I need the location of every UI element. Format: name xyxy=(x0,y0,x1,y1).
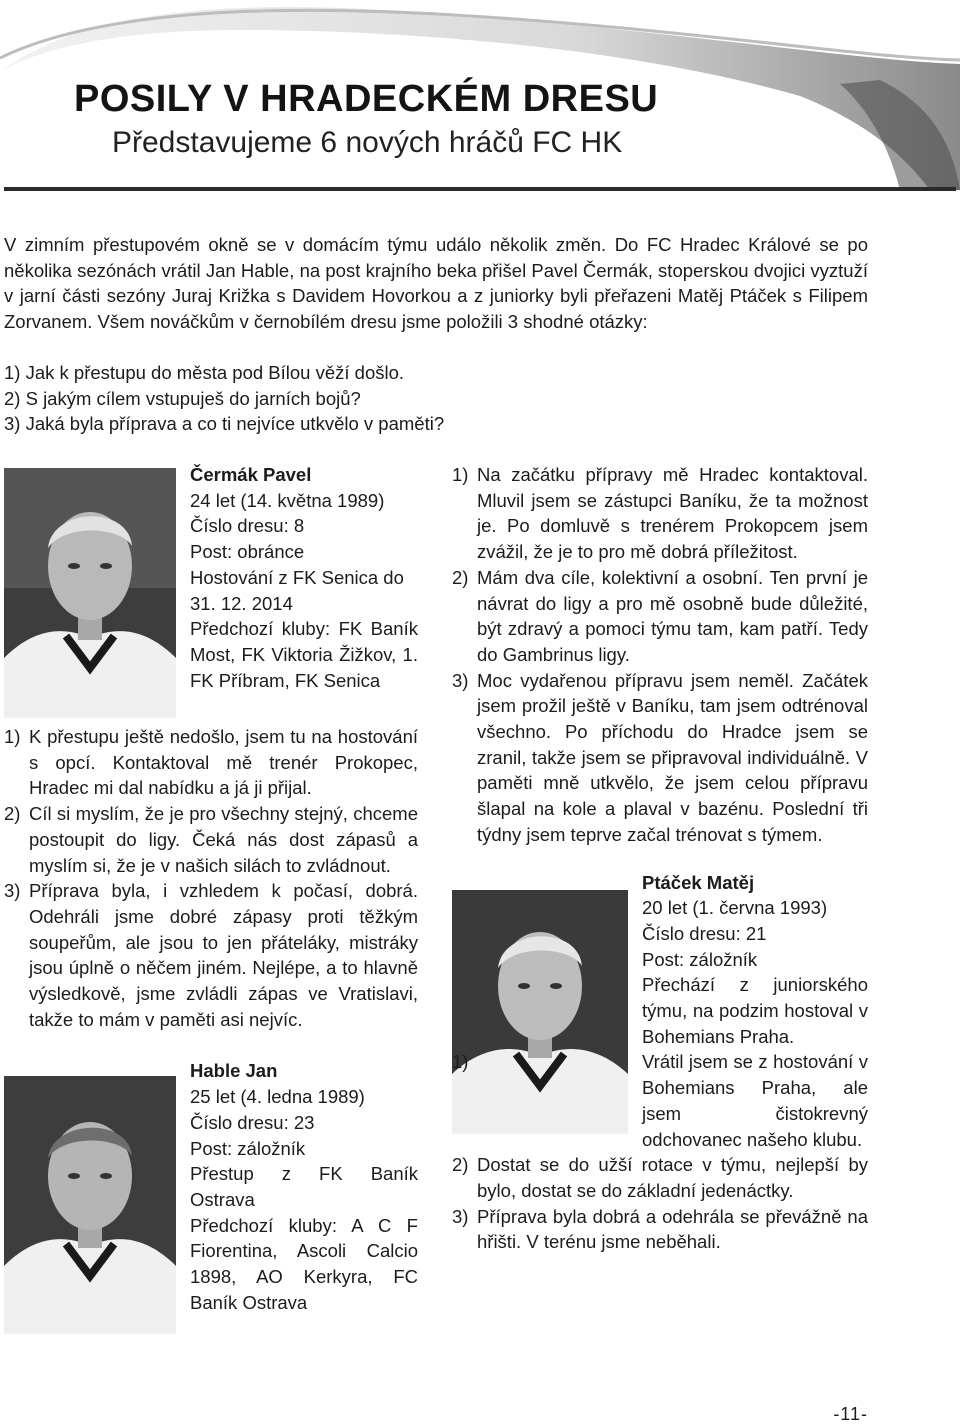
answer-list-ptacek xyxy=(452,1049,868,1255)
answer-text: Na začátku přípravy mě Hradec kontaktoval. Mluvil jsem se zástupci Baníku, že ta možnost je. Po domluvě s trenérem Prokopcem jsem zvážil, že je to pro mě dobrá příležitost. xyxy=(477,464,868,563)
question-list xyxy=(4,360,868,437)
player-portrait xyxy=(4,1076,176,1334)
header-divider xyxy=(4,187,956,191)
answer-item xyxy=(4,801,418,878)
player-position: Post: záložník xyxy=(642,948,758,970)
player-hable xyxy=(4,1058,418,1315)
answer-text: Moc vydařenou přípravu jsem neměl. Začátek jsem prožil ještě v Baníku, tam jsem odtrénoval všechno. Po příchodu do Hradce jsem se zranil, takže jsem se připravoval individuálně. V paměti mně utkvělo, že jsem celou přípravu šlapal na kole a plaval v bazénu. Poslední tři týdny jsem teprve začal trénovat s týmem. xyxy=(477,669,868,845)
player-portrait xyxy=(4,468,176,718)
answer-text: Mám dva cíle, kolektivní a osobní. Ten první je návrat do ligy a pro mě osobně bude důležité, být zdravý a pomoci týmu tam, kam patří. Tedy do Gambrinus ligy. xyxy=(477,566,868,665)
player-name: Ptáček Matěj xyxy=(642,871,755,893)
question-item: 2) S jakým cílem vstupuješ do jarních bojů? xyxy=(4,387,361,409)
answer-item xyxy=(4,724,418,801)
answer-text: Příprava byla dobrá a odehrála se převážně na hřišti. V terénu jsme neběhali. xyxy=(477,1205,868,1253)
player-number: Číslo dresu: 21 xyxy=(642,922,767,944)
player-age: 25 let (4. ledna 1989) xyxy=(190,1086,365,1108)
question-item: 1) Jak k přestupu do města pod Bílou věží došlo. xyxy=(4,362,405,383)
player-transfer: Přechází z juniorského týmu, na podzim hostoval v Bohemians Praha. xyxy=(642,974,868,1047)
player-previous-clubs: Předchozí kluby: FK Baník Most, FK Viktoria Žižkov, 1. FK Příbram, FK Senica xyxy=(190,618,418,691)
player-transfer: Hostování z FK Senica do 31. 12. 2014 xyxy=(190,566,404,614)
answer-item xyxy=(4,878,418,1032)
answer-item xyxy=(452,462,868,565)
answer-text: Vrátil jsem se z hostování v Bohemians Praha, ale jsem čistokrevný odchovanec našeho klubu. xyxy=(642,1051,868,1150)
answer-number: 1) xyxy=(4,726,21,747)
answer-text: Cíl si myslím, že je pro všechny stejný, chceme postoupit do ligy. Čeká nás dost zápasů a myslím si, že je v našich silách to zvládnout. xyxy=(29,803,418,876)
left-column xyxy=(4,462,418,1334)
answer-text: Dostat se do užší rotace v týmu, nejlepší by bylo, dostat se do základní jedenáctky. xyxy=(477,1154,868,1201)
answer-number: 3) xyxy=(452,669,469,691)
answer-number: 2) xyxy=(452,566,469,588)
answer-number: 1) xyxy=(452,1051,469,1073)
player-age: 24 let (14. května 1989) xyxy=(190,489,385,511)
answer-list xyxy=(4,724,418,1032)
answer-number: 3) xyxy=(4,880,21,902)
player-position: Post: záložník xyxy=(190,1137,306,1159)
answer-item xyxy=(452,565,868,668)
answer-list-hable xyxy=(452,462,868,848)
player-number: Číslo dresu: 23 xyxy=(190,1111,315,1133)
player-number: Číslo dresu: 8 xyxy=(190,515,305,537)
right-column xyxy=(452,462,868,1255)
player-name: Čermák Pavel xyxy=(190,464,312,485)
player-name: Hable Jan xyxy=(190,1060,278,1082)
article-title: POSILY V HRADECKÉM DRESU xyxy=(74,78,659,120)
question-item: 3) Jaká byla příprava a co ti nejvíce utkvělo v paměti? xyxy=(4,413,445,435)
player-position: Post: obránce xyxy=(190,541,305,563)
answer-item xyxy=(452,668,868,848)
page-number: -11- xyxy=(833,1404,868,1424)
answer-item xyxy=(452,1152,868,1203)
answer-text: Příprava byla, i vzhledem k počasí, dobrá. Odehráli jsme dobré zápasy proti těžkým soupeřům, ale jsou to jen přáteláky, mistráky jsou úplně o něčem jiném. Nejlépe, a to hlavně výsledkově, jsme zvládli zápas ve Vratislavi, takže to mám v paměti asi nejvíc. xyxy=(29,880,418,1030)
answer-text: K přestupu ještě nedošlo, jsem tu na hostování s opcí. Kontaktoval mě trenér Prokopec, Hradec mi dal nabídku a já ji přijal. xyxy=(29,726,418,799)
player-age: 20 let (1. června 1993) xyxy=(642,897,828,919)
player-photo-cermak xyxy=(4,468,176,718)
player-cermak xyxy=(4,462,418,1032)
player-previous-clubs: Předchozí kluby: A C F Fiorentina, Ascoli Calcio 1898, AO Kerkyra, FC Baník Ostrava xyxy=(190,1214,418,1313)
answer-number: 1) xyxy=(452,464,469,485)
answer-item xyxy=(452,1204,868,1255)
player-ptacek xyxy=(452,870,868,1256)
player-transfer: Přestup z FK Baník Ostrava xyxy=(190,1163,418,1210)
answer-number: 2) xyxy=(452,1154,469,1176)
article-subtitle: Představujeme 6 nových hráčů FC HK xyxy=(112,126,623,159)
player-photo-hable xyxy=(4,1076,176,1334)
answer-number: 3) xyxy=(452,1205,469,1227)
answer-item xyxy=(452,1049,868,1152)
answer-number: 2) xyxy=(4,803,21,825)
intro-paragraph: V zimním přestupovém okně se v domácím týmu událo několik změn. Do FC Hradec Králové se po několika sezónách vrátil Jan Hable, na post krajního beka přišel Pavel Čermák, stoperskou dvojici vyztuží v jarní části sezóny Juraj Križka s Davidem Hovorkou a z juniorky byli přeřazeni Matěj Ptáček s Filipem Zorvanem. Všem nováčkům v černobílém dresu jsme položili 3 shodné otázky: xyxy=(4,234,868,333)
